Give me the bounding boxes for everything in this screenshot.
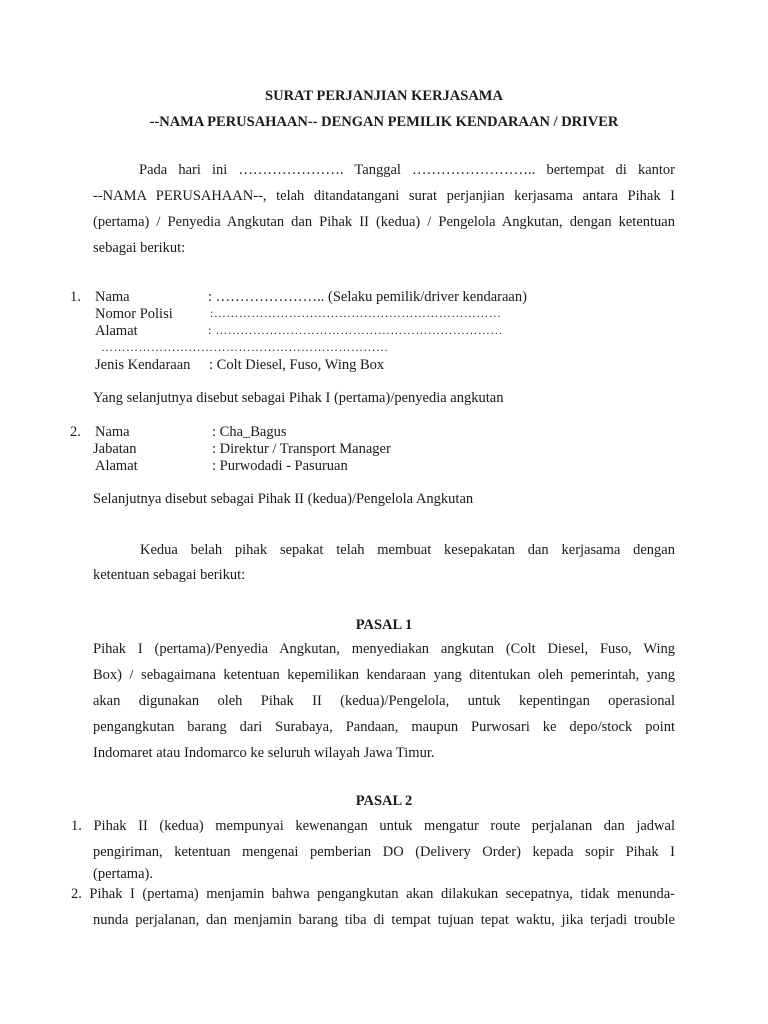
intro-line-2: --NAMA PERUSAHAAN--, telah ditandatangani surat perjanjian kerjasama antara Pihak I — [93, 188, 675, 204]
party1-alamat-cont: …………………………………………………………… — [101, 340, 389, 354]
party2-jabatan-label: Jabatan — [93, 441, 137, 457]
intro-line-3: (pertama) / Penyedia Angkutan dan Pihak II (kedua) / Pengelola Angkutan, dengan ketentuan — [93, 214, 675, 230]
pasal1-line-4: pengangkutan barang dari Surabaya, Pandaan, maupun Purwosari ke depo/stock point — [93, 719, 675, 735]
pasal2-item1-line-3: (pertama). — [93, 866, 153, 882]
party2-nama-value: : Cha_Bagus — [212, 424, 287, 440]
pasal1-line-3: akan digunakan oleh Pihak II (kedua)/Pengelola, untuk kepentingan operasional — [93, 693, 675, 709]
party2-number: 2. — [70, 424, 81, 440]
party2-nama-label: Nama — [95, 424, 130, 440]
party1-nopol-label: Nomor Polisi — [95, 306, 173, 322]
party1-jenis-label: Jenis Kendaraan — [95, 357, 191, 373]
agreement-line-2: ketentuan sebagai berikut: — [93, 567, 246, 583]
document-subtitle: --NAMA PERUSAHAAN-- DENGAN PEMILIK KENDARAAN / DRIVER — [149, 114, 619, 130]
party1-alamat-label: Alamat — [95, 323, 138, 339]
intro-line-4: sebagai berikut: — [93, 240, 186, 256]
party1-nama-value: : ………………….. (Selaku pemilik/driver kendaraan) — [208, 289, 527, 305]
pasal1-heading: PASAL 1 — [355, 617, 413, 633]
party1-number: 1. — [70, 289, 81, 305]
party2-alamat-label: Alamat — [95, 458, 138, 474]
agreement-line-1: Kedua belah pihak sepakat telah membuat kesepakatan dan kerjasama dengan — [140, 542, 675, 558]
pasal2-item2-line-1: 2. Pihak I (pertama) menjamin bahwa pengangkutan akan dilakukan secepatnya, tidak menunda- — [71, 886, 675, 902]
intro-line-1: Pada hari ini …………………. Tanggal …………………….. bertempat di kantor — [139, 162, 675, 178]
pasal1-line-1: Pihak I (pertama)/Penyedia Angkutan, menyediakan angkutan (Colt Diesel, Fuso, Wing — [93, 641, 675, 657]
party1-jenis-value: : Colt Diesel, Fuso, Wing Box — [209, 357, 385, 373]
pasal2-heading: PASAL 2 — [355, 793, 413, 809]
pasal2-item2-line-2: nunda perjalanan, dan menjamin barang tiba di tempat tujuan tepat waktu, jika terjadi trouble — [93, 912, 675, 928]
party2-summary: Selanjutnya disebut sebagai Pihak II (kedua)/Pengelola Angkutan — [93, 491, 474, 507]
pasal2-item1-line-1: 1. Pihak II (kedua) mempunyai kewenangan untuk mengatur route perjalanan dan jadwal — [71, 818, 675, 834]
pasal2-item1-line-2: pengiriman, ketentuan mengenai pemberian DO (Delivery Order) kepada sopir Pihak I — [93, 844, 675, 860]
party1-summary: Yang selanjutnya disebut sebagai Pihak I (pertama)/penyedia angkutan — [93, 390, 504, 406]
party1-alamat-value: : …………………………………………………………… — [208, 323, 503, 337]
party2-jabatan-value: : Direktur / Transport Manager — [212, 441, 391, 457]
pasal1-line-5: Indomaret atau Indomarco ke seluruh wilayah Jawa Timur. — [93, 745, 435, 761]
pasal1-line-2: Box) / sebagaimana ketentuan kepemilikan kendaraan yang ditentukan oleh pemerintah, yang — [93, 667, 675, 683]
document-title: SURAT PERJANJIAN KERJASAMA — [265, 88, 503, 104]
party1-nopol-value: :…………………………………………………………… — [210, 306, 502, 320]
party1-nama-label: Nama — [95, 289, 130, 305]
party2-alamat-value: : Purwodadi - Pasuruan — [212, 458, 348, 474]
